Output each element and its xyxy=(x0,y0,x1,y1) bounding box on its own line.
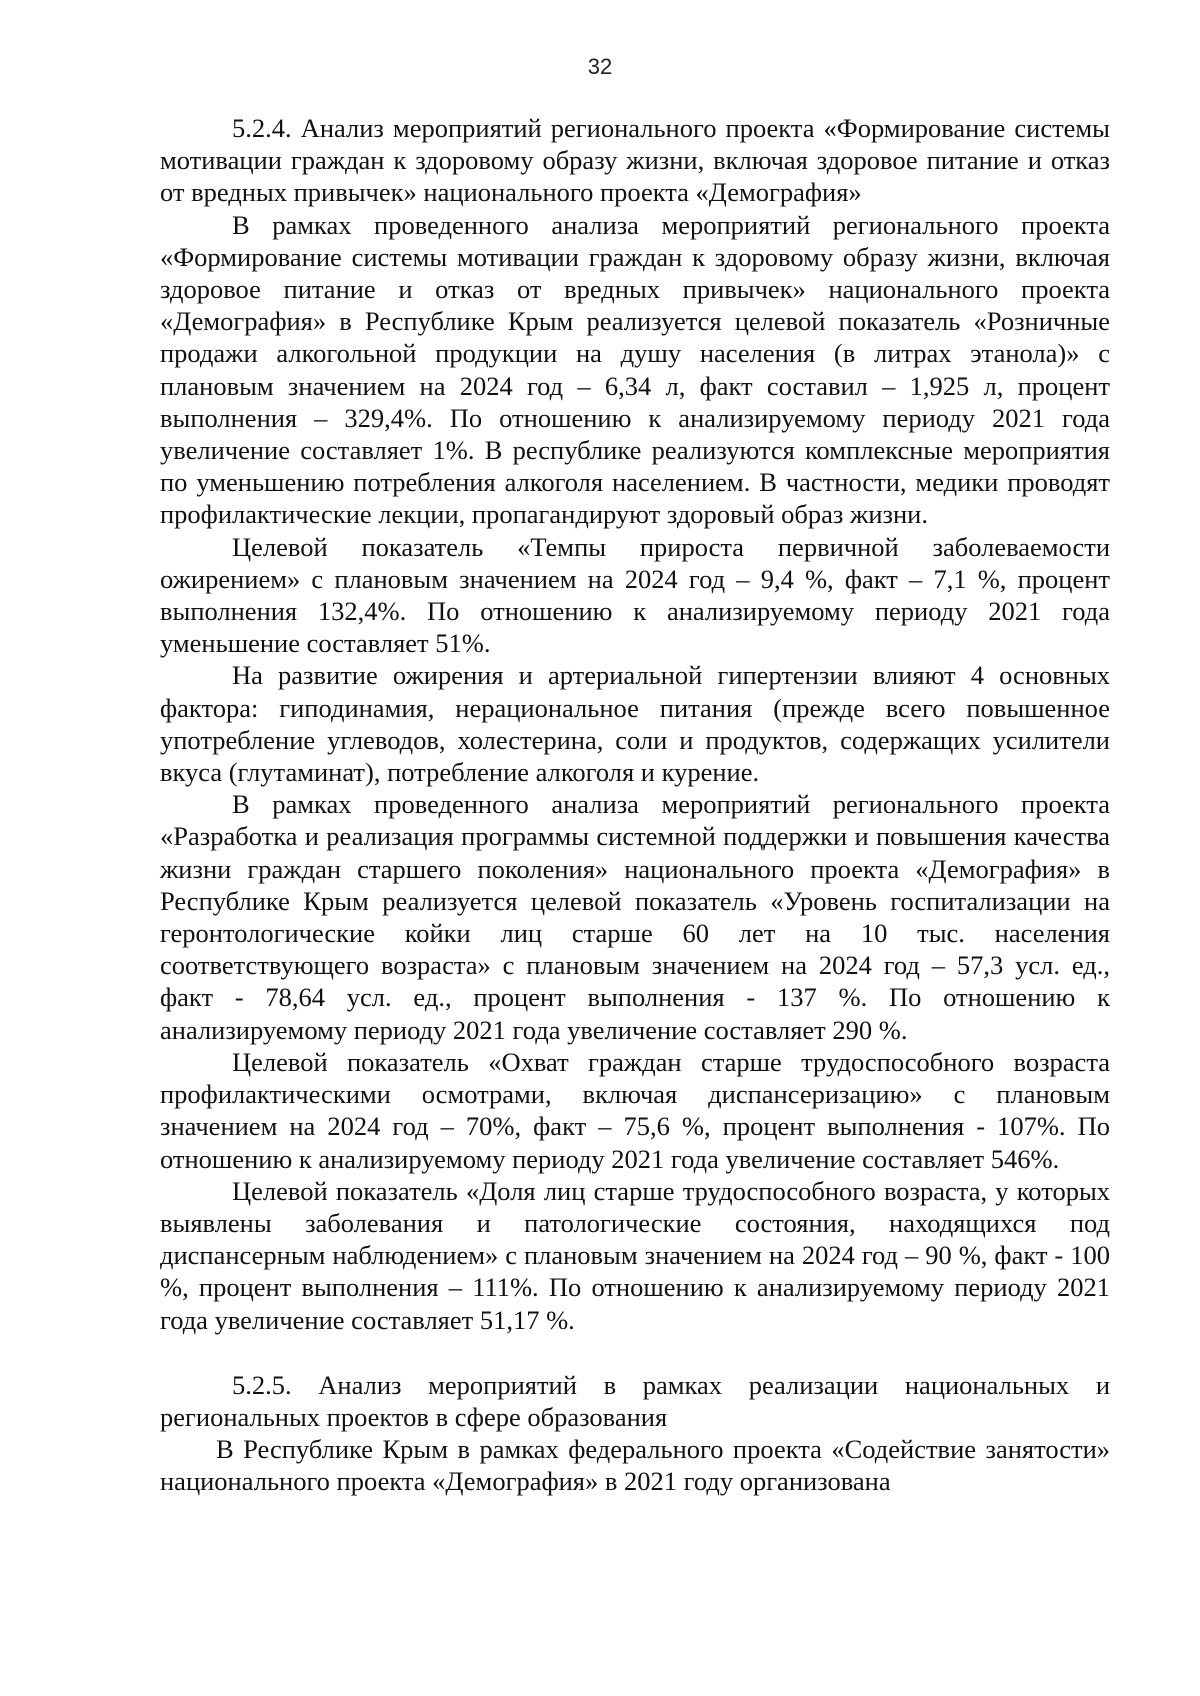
paragraph-employment-project: В Республике Крым в рамках федерального проекта «Содействие занятости» национального проекта «Демография» в 2021 году организована xyxy=(160,1434,1110,1497)
document-body xyxy=(160,112,1110,1498)
paragraph-alcohol-sales: В рамках проведенного анализа мероприятий регионального проекта «Формирование системы мотивации граждан к здоровому образу жизни, включая здоровое питание и отказ от вредных привычек» национального проекта «Демография» в Республике Крым реализуется целевой показатель «Розничные продажи алкогольной продукции на душу населения (в литрах этанола)» с плановым значением на 2024 год – 6,34 л, факт составил – 1,925 л, процент выполнения – 329,4%. По отношению к анализируемому периоду 2021 года увеличение составляет 1%. В республике реализуются комплексные мероприятия по уменьшению потребления алкоголя населением. В частности, медики проводят профилактические лекции, пропагандируют здоровый образ жизни. xyxy=(160,209,1110,530)
paragraph-hospitalization-indicator: В рамках проведенного анализа мероприятий регионального проекта «Разработка и реализация программы системной поддержки и повышения качества жизни граждан старшего поколения» национального проекта «Демография» в Республике Крым реализуется целевой показатель «Уровень госпитализации на геронтологические койки лиц старше 60 лет на 10 тыс. населения соответствующего возраста» с плановым значением на 2024 год – 57,3 усл. ед., факт - 78,64 усл. ед., процент выполнения - 137 %. По отношению к анализируемому периоду 2021 года увеличение составляет 290 %. xyxy=(160,789,1110,1045)
section-heading-5-2-5: 5.2.5. Анализ мероприятий в рамках реализации национальных и региональных проектов в сфере образования xyxy=(160,1369,1110,1432)
page-number: 32 xyxy=(587,54,613,79)
paragraph-checkup-coverage: Целевой показатель «Охват граждан старше трудоспособного возраста профилактическими осмотрами, включая диспансеризацию» с плановым значением на 2024 год – 70%, факт – 75,6 %, процент выполнения - 107%. По отношению к анализируемому периоду 2021 года увеличение составляет 546%. xyxy=(160,1046,1110,1174)
paragraph-obesity-indicator: Целевой показатель «Темпы прироста первичной заболеваемости ожирением» с плановым значением на 2024 год – 9,4 %, факт – 7,1 %, процент выполнения 132,4%. По отношению к анализируемому периоду 2021 года уменьшение составляет 51%. xyxy=(160,531,1110,659)
paragraph-risk-factors: На развитие ожирения и артериальной гипертензии влияют 4 основных фактора: гиподинамия, нерациональное питания (прежде всего повышенное употребление углеводов, холестерина, соли и продуктов, содержащих усилители вкуса (глутаминат), потребление алкоголя и курение. xyxy=(160,660,1110,788)
section-heading-5-2-4: 5.2.4. Анализ мероприятий регионального проекта «Формирование системы мотивации граждан к здоровому образу жизни, включая здоровое питание и отказ от вредных привычек» национального проекта «Демография» xyxy=(160,113,1110,208)
paragraph-dispensary-observation: Целевой показатель «Доля лиц старше трудоспособного возраста, у которых выявлены заболевания и патологические состояния, находящихся под диспансерным наблюдением» с плановым значением на 2024 год – 90 %, факт - 100 %, процент выполнения – 111%. По отношению к анализируемому периоду 2021 года увеличение составляет 51,17 %. xyxy=(160,1175,1110,1335)
